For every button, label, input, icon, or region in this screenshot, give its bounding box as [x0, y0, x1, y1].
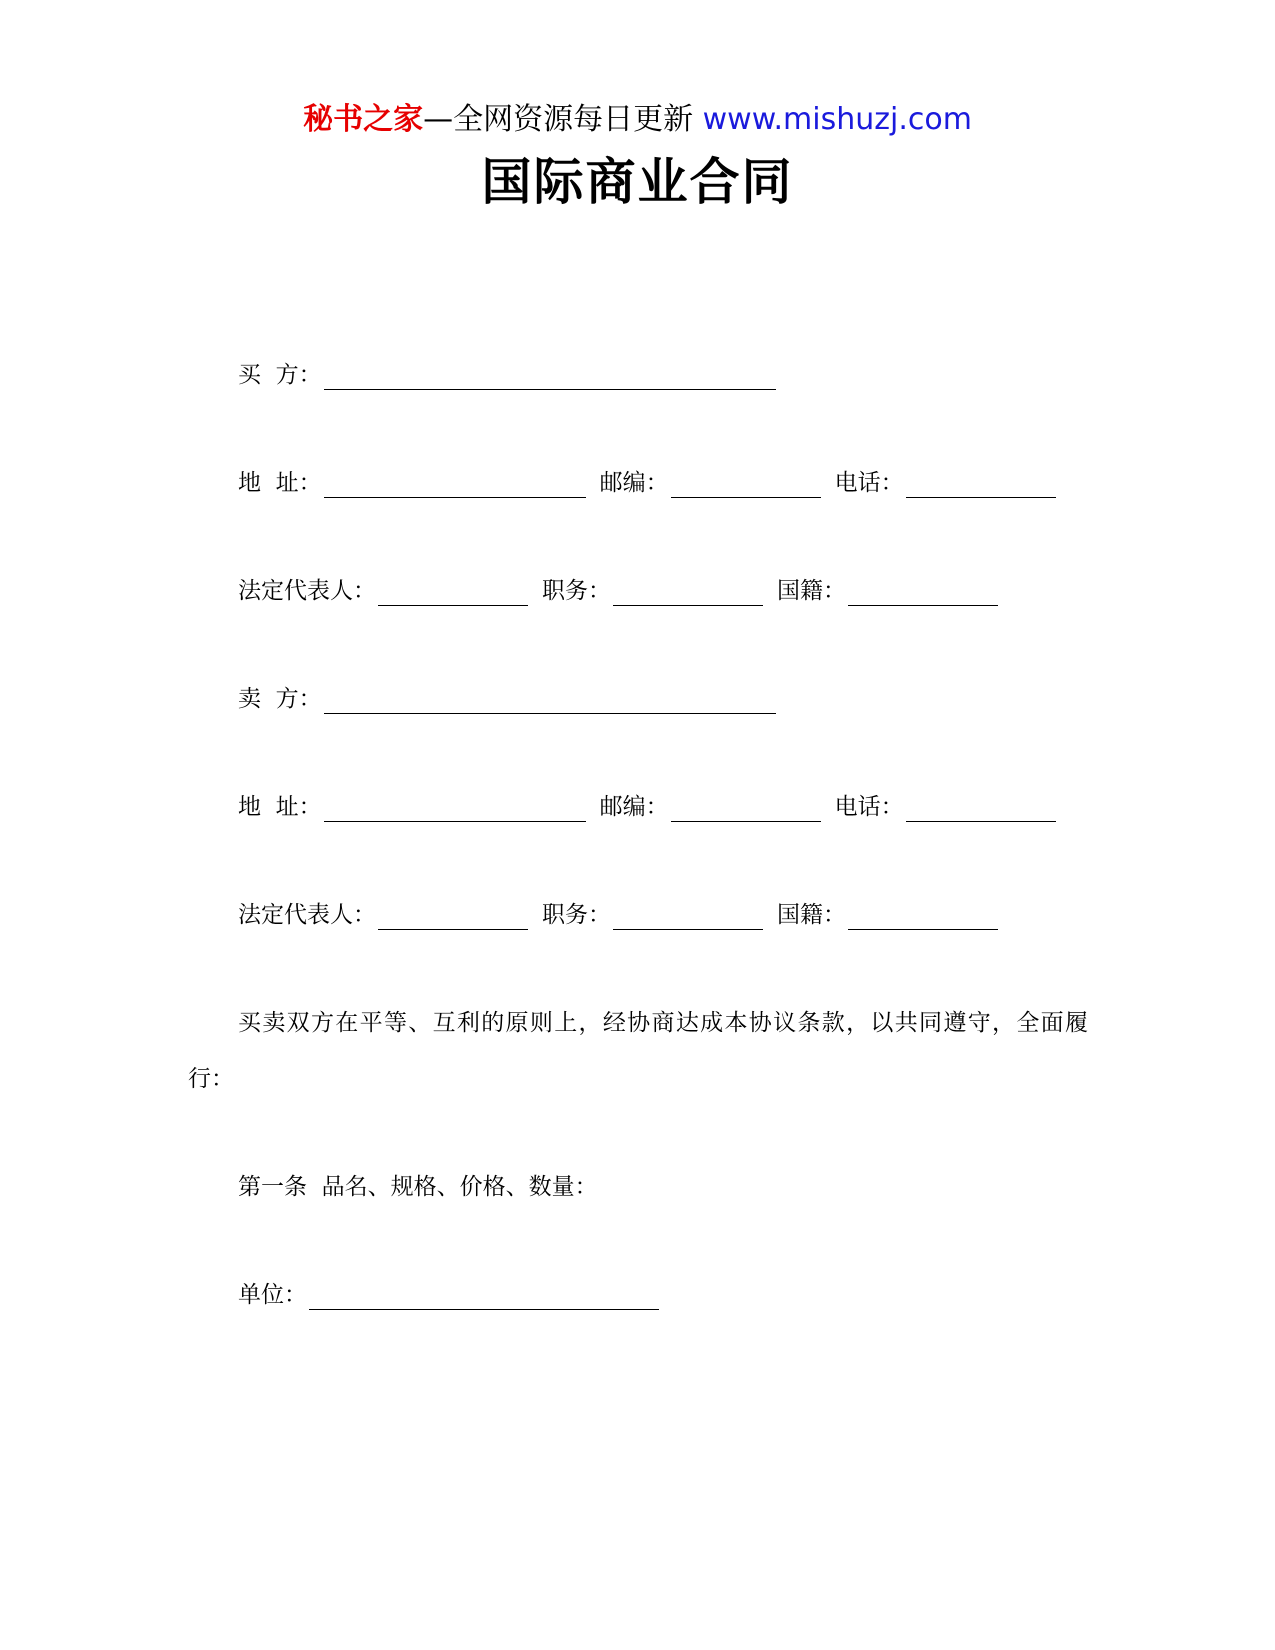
buyer-postcode-field[interactable]	[671, 475, 821, 498]
buyer-name-label: 买 方：	[238, 362, 322, 388]
article-1-heading: 第一条 品名、规格、价格、数量：	[238, 1174, 598, 1200]
seller-name-field[interactable]	[324, 691, 776, 714]
buyer-phone-field[interactable]	[906, 475, 1056, 498]
buyer-phone-label: 电话：	[834, 470, 904, 496]
preamble-paragraph: 买卖双方在平等、互利的原则上，经协商达成本协议条款，以共同遵守，全面履行：	[188, 1010, 1088, 1092]
seller-rep-label: 法定代表人：	[238, 902, 376, 928]
buyer-address-row	[238, 468, 1056, 498]
seller-position-label: 职务：	[542, 902, 611, 928]
seller-address-label: 地 址：	[238, 794, 322, 820]
buyer-position-field[interactable]	[613, 583, 763, 606]
seller-rep-field[interactable]	[378, 907, 528, 930]
seller-address-row	[238, 792, 1056, 822]
seller-position-field[interactable]	[613, 907, 763, 930]
site-header	[0, 100, 1275, 140]
seller-rep-row	[238, 900, 998, 930]
unit-field[interactable]	[309, 1287, 659, 1310]
buyer-rep-row	[238, 576, 998, 606]
header-tagline: —全网资源每日更新	[423, 102, 694, 137]
seller-phone-label: 电话：	[834, 794, 904, 820]
brand-name: 秘书之家	[303, 102, 424, 137]
buyer-name-field[interactable]	[324, 367, 776, 390]
seller-nationality-label: 国籍：	[777, 902, 846, 928]
seller-postcode-field[interactable]	[671, 799, 821, 822]
site-url-link[interactable]: www.mishuzj.com	[702, 102, 972, 137]
seller-phone-field[interactable]	[906, 799, 1056, 822]
buyer-position-label: 职务：	[542, 578, 611, 604]
seller-name-label: 卖 方：	[238, 686, 322, 712]
buyer-postcode-label: 邮编：	[599, 470, 669, 496]
unit-row	[238, 1280, 659, 1310]
buyer-nationality-label: 国籍：	[777, 578, 846, 604]
unit-label: 单位：	[238, 1282, 307, 1308]
seller-name-row	[238, 684, 776, 714]
buyer-address-label: 地 址：	[238, 470, 322, 496]
buyer-name-row	[238, 360, 776, 390]
buyer-rep-label: 法定代表人：	[238, 578, 376, 604]
buyer-rep-field[interactable]	[378, 583, 528, 606]
buyer-address-field[interactable]	[324, 475, 586, 498]
seller-nationality-field[interactable]	[848, 907, 998, 930]
seller-address-field[interactable]	[324, 799, 586, 822]
seller-postcode-label: 邮编：	[599, 794, 669, 820]
document-title: 国际商业合同	[481, 153, 794, 211]
buyer-nationality-field[interactable]	[848, 583, 998, 606]
